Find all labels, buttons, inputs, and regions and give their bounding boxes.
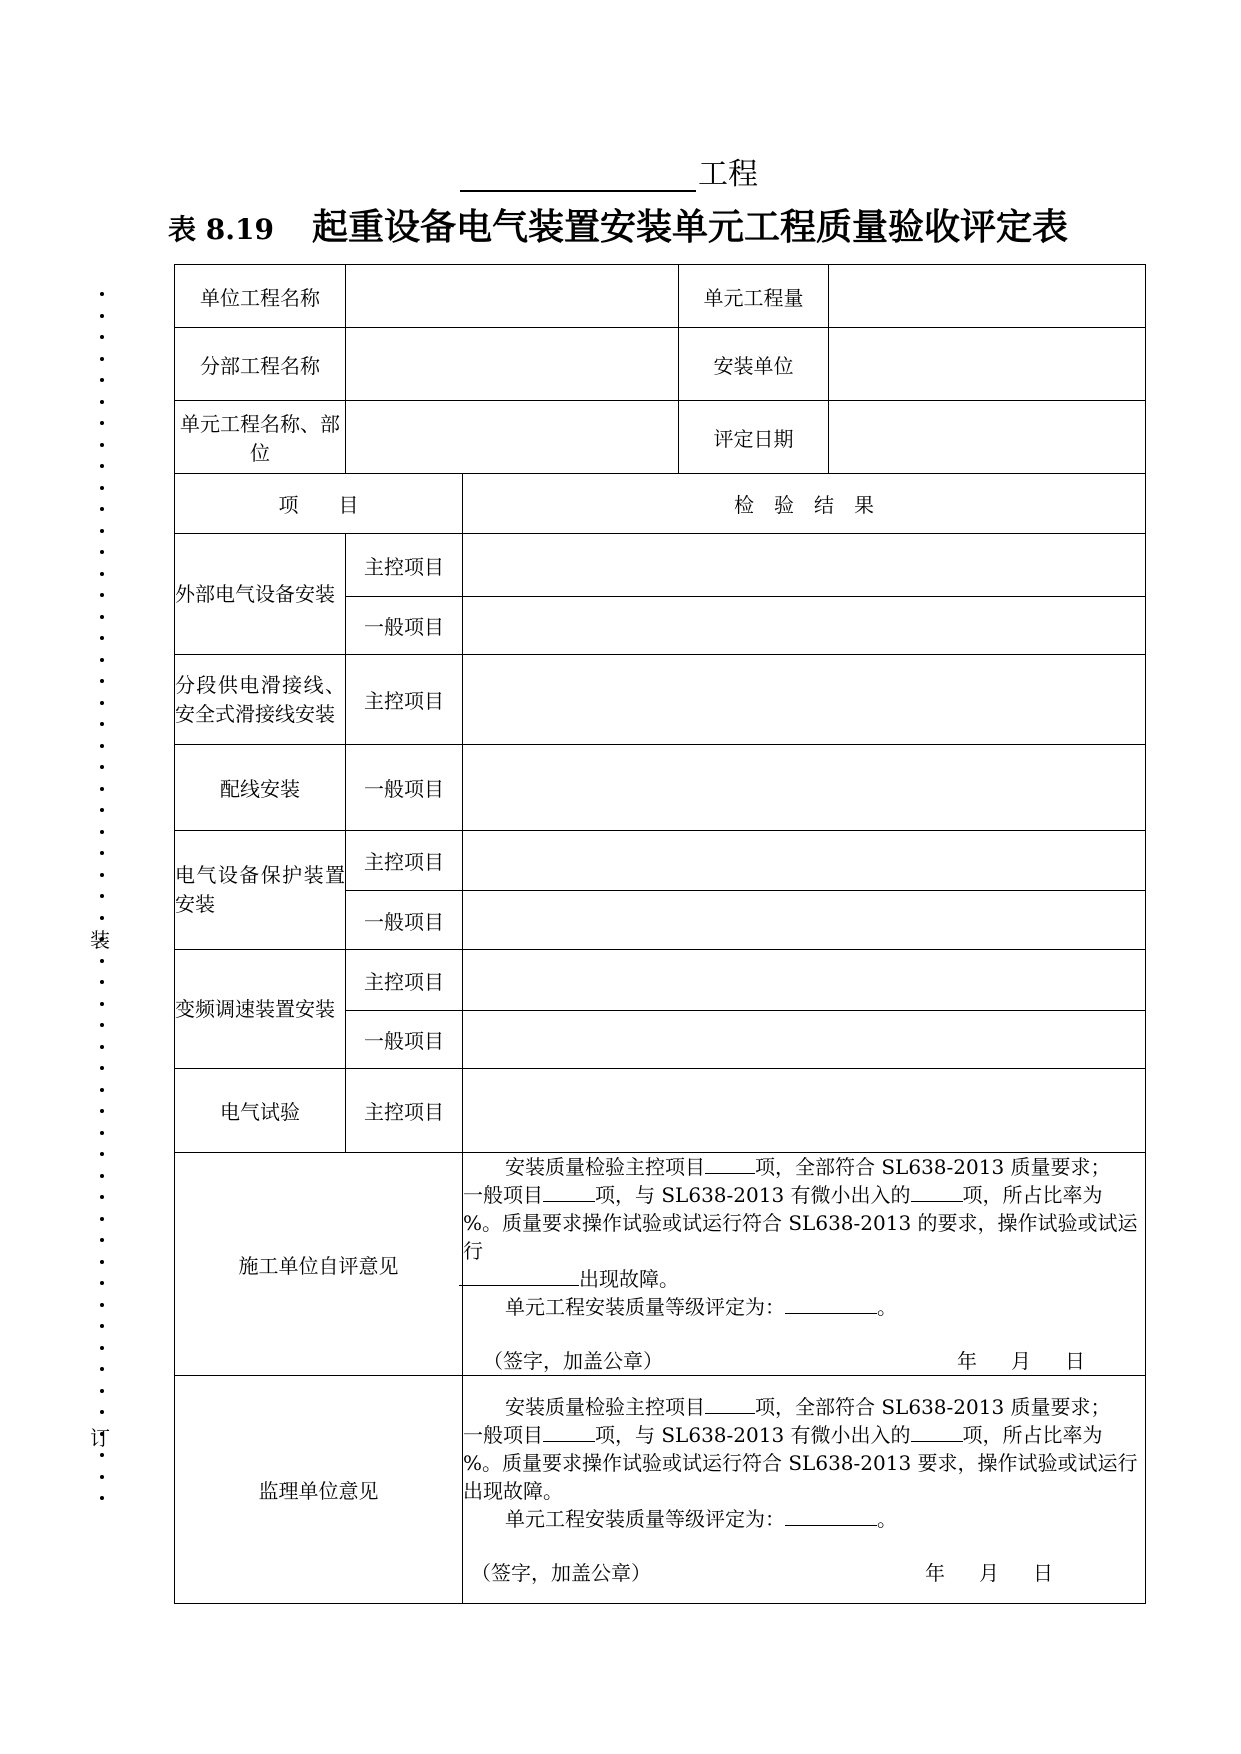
binding-dot	[100, 1174, 104, 1178]
result-field[interactable]	[463, 1011, 1146, 1069]
binding-dot	[100, 378, 104, 382]
binding-dot	[100, 486, 104, 490]
binding-dot	[100, 1496, 104, 1500]
binding-dot	[100, 980, 104, 984]
result-field[interactable]	[463, 655, 1146, 745]
item-protection-device: 电气设备保护装置安装	[175, 831, 346, 950]
project-name-blank[interactable]	[460, 160, 696, 192]
subitem-main-control: 主控项目	[346, 534, 463, 597]
form-title	[168, 205, 1068, 252]
division-project-name-label: 分部工程名称	[175, 328, 346, 401]
unit-project-name-label: 单位工程名称	[175, 265, 346, 328]
result-header: 检 验 结 果	[463, 474, 1146, 534]
subitem-general: 一般项目	[346, 745, 463, 831]
binding-dot	[100, 722, 104, 726]
table-number: 表 8.19	[168, 213, 274, 246]
binding-dot	[100, 1389, 104, 1393]
binding-dot	[100, 1195, 104, 1199]
binding-dot	[100, 1023, 104, 1027]
binding-dot	[100, 529, 104, 533]
result-field[interactable]	[463, 950, 1146, 1011]
binding-dot	[100, 894, 104, 898]
binding-dot	[100, 1346, 104, 1350]
binding-dot	[100, 1367, 104, 1371]
result-field[interactable]	[463, 831, 1146, 891]
contractor-opinion[interactable]: 安装质量检验主控项目 项，全部符合 SL638-2013 质量要求； 一般项目 项，与 SL638-2013 有微小出入的 项，所占比率为 %。质量要求操作试验或试运行符合 SL638-2013 的要求，操作试验或试运行 出现故障。 单元工程安装质量等级评定为： 。 （签字，加盖公章） 年 月 日	[463, 1153, 1146, 1376]
subitem-main-control: 主控项目	[346, 831, 463, 891]
result-field[interactable]	[463, 1069, 1146, 1153]
binding-char-ding: 订	[90, 1426, 110, 1450]
eval-date-label: 评定日期	[679, 401, 829, 474]
binding-dot	[100, 1002, 104, 1006]
binding-margin	[90, 292, 110, 1518]
binding-dot	[100, 1475, 104, 1479]
unit-name-location-field[interactable]	[346, 401, 679, 474]
binding-dot	[100, 1109, 104, 1113]
binding-dot	[100, 1281, 104, 1285]
binding-dot	[100, 744, 104, 748]
binding-dot	[100, 1410, 104, 1414]
subitem-main-control: 主控项目	[346, 655, 463, 745]
binding-dot	[100, 1152, 104, 1156]
unit-project-name-field[interactable]	[346, 265, 679, 328]
binding-dot	[100, 873, 104, 877]
binding-dot	[100, 1324, 104, 1328]
binding-dot	[100, 1260, 104, 1264]
binding-dot	[100, 658, 104, 662]
eval-date-field[interactable]	[829, 401, 1146, 474]
subitem-main-control: 主控项目	[346, 1069, 463, 1153]
unit-quantity-field[interactable]	[829, 265, 1146, 328]
supervisor-opinion[interactable]: 安装质量检验主控项目 项，全部符合 SL638-2013 质量要求； 一般项目 项，与 SL638-2013 有微小出入的 项，所占比率为 %。质量要求操作试验或试运行符合 SL638-2013 要求，操作试验或试运行 出现故障。 单元工程安装质量等级评定为： 。 （签字，加盖公章） 年 月 日	[463, 1376, 1146, 1604]
binding-dot	[100, 443, 104, 447]
subitem-general: 一般项目	[346, 1011, 463, 1069]
binding-dot	[100, 357, 104, 361]
unit-name-location-label: 单元工程名称、部位	[175, 401, 346, 474]
contractor-sign: （签字，加盖公章）	[483, 1349, 663, 1373]
binding-dot	[100, 1088, 104, 1092]
binding-dot	[100, 636, 104, 640]
binding-dot	[100, 1238, 104, 1242]
binding-dot	[100, 679, 104, 683]
result-field[interactable]	[463, 745, 1146, 831]
binding-dot	[100, 1303, 104, 1307]
subitem-general: 一般项目	[346, 891, 463, 950]
item-vfd: 变频调速装置安装	[175, 950, 346, 1069]
binding-dot	[100, 593, 104, 597]
item-sliding-contact-line: 分段供电滑接线、安全式滑接线安装	[175, 655, 346, 745]
binding-dot	[100, 701, 104, 705]
item-electrical-test: 电气试验	[175, 1069, 346, 1153]
binding-dot	[100, 765, 104, 769]
binding-dot	[100, 1045, 104, 1049]
result-field[interactable]	[463, 597, 1146, 655]
binding-dot	[100, 572, 104, 576]
title-text: 起重设备电气装置安装单元工程质量验收评定表	[311, 206, 1068, 248]
contractor-opinion-label: 施工单位自评意见	[175, 1153, 463, 1376]
unit-quantity-label: 单元工程量	[679, 265, 829, 328]
binding-dot	[100, 808, 104, 812]
binding-dot	[100, 1131, 104, 1135]
binding-dot	[100, 421, 104, 425]
binding-dot	[100, 830, 104, 834]
project-suffix: 工程	[698, 157, 758, 192]
item-header: 项 目	[175, 474, 463, 534]
binding-dot	[100, 314, 104, 318]
binding-dot	[100, 507, 104, 511]
project-name-line	[460, 158, 758, 192]
binding-dot	[100, 851, 104, 855]
binding-dot	[100, 1066, 104, 1070]
subitem-general: 一般项目	[346, 597, 463, 655]
binding-dot	[100, 400, 104, 404]
binding-dot	[100, 787, 104, 791]
supervisor-opinion-label: 监理单位意见	[175, 1376, 463, 1604]
install-unit-field[interactable]	[829, 328, 1146, 401]
binding-dot	[100, 292, 104, 296]
install-unit-label: 安装单位	[679, 328, 829, 401]
binding-dot	[100, 550, 104, 554]
binding-dot	[100, 959, 104, 963]
item-external-electrical: 外部电气设备安装	[175, 534, 346, 655]
binding-dot	[100, 615, 104, 619]
binding-dot	[100, 464, 104, 468]
binding-dot	[100, 1453, 104, 1457]
contractor-date: 年 月 日	[957, 1349, 1085, 1373]
subitem-main-control: 主控项目	[346, 950, 463, 1011]
binding-dot	[100, 1217, 104, 1221]
item-wiring: 配线安装	[175, 745, 346, 831]
supervisor-sign: （签字，加盖公章）	[471, 1560, 651, 1585]
supervisor-date: 年 月 日	[925, 1560, 1053, 1585]
result-field[interactable]	[463, 534, 1146, 597]
acceptance-form-table	[174, 264, 1146, 1604]
binding-dot	[100, 916, 104, 920]
binding-char-zhuang: 装	[90, 928, 110, 952]
binding-dot	[100, 335, 104, 339]
division-project-name-field[interactable]	[346, 328, 679, 401]
result-field[interactable]	[463, 891, 1146, 950]
